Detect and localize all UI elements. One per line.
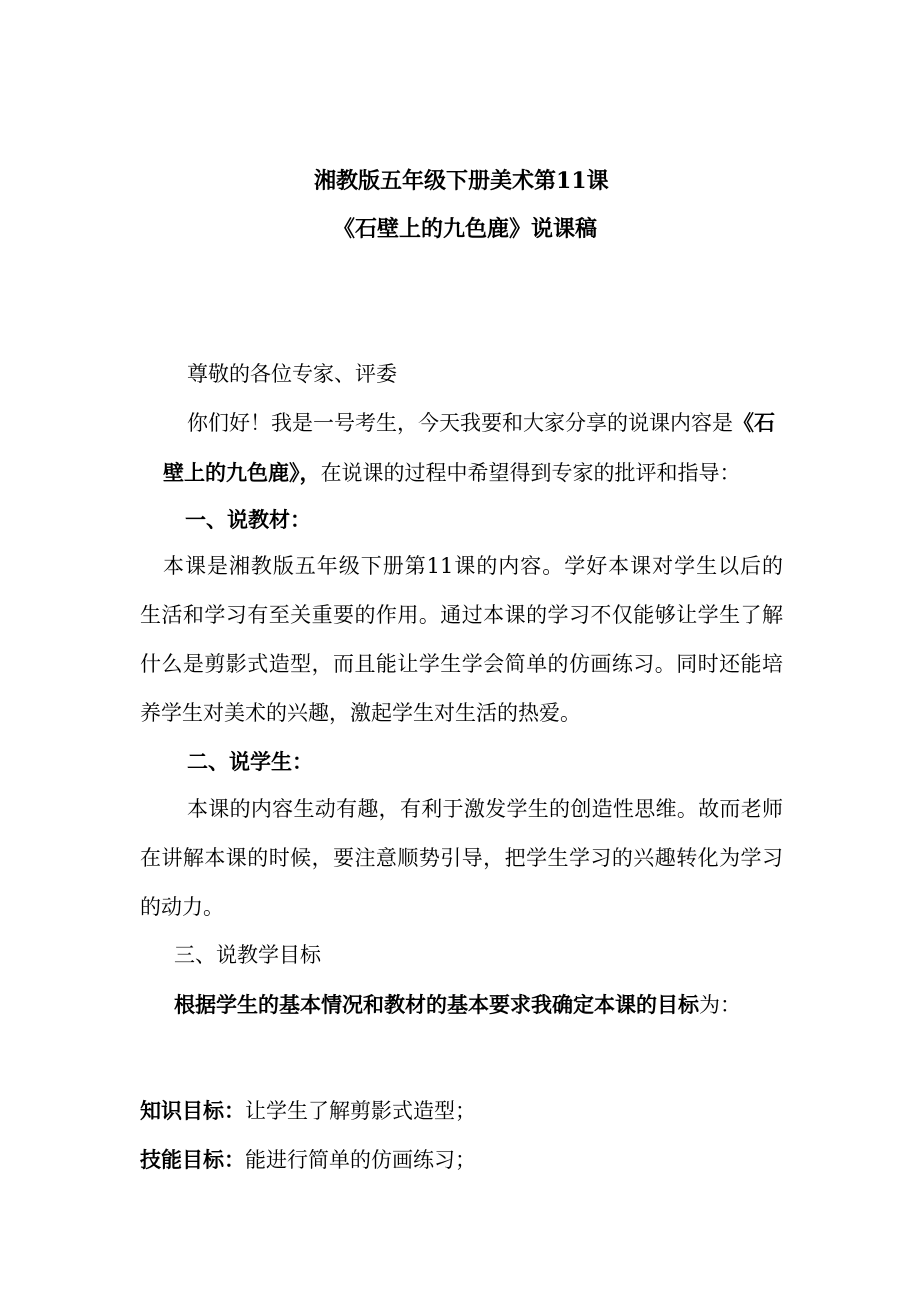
section1-line: 生活和学习有至关重要的作用。通过本课的学习不仅能够让学生了解 <box>140 603 783 627</box>
section2-heading: 二、说学生： <box>187 749 313 774</box>
intro-paragraph-line1 <box>187 412 783 434</box>
document-title-line2: 《石壁上的九色鹿》说课稿 <box>333 216 598 242</box>
section1-line: 本课是湘教版五年级下册第11课的内容。学好本课对学生以后的 <box>163 554 783 578</box>
intro-lesson-title-end: 壁上的九色鹿》， <box>163 460 321 485</box>
intro-lesson-title-start: 《石 <box>733 410 775 435</box>
goal-knowledge-label: 知识目标： <box>140 1098 245 1123</box>
intro-paragraph-line2 <box>163 462 741 484</box>
section1-line: 什么是剪影式造型，而且能让学生学会简单的仿画练习。同时还能培 <box>140 652 783 676</box>
document-title-line1: 湘教版五年级下册美术第11课 <box>314 168 609 194</box>
section3-intro-bold: 根据学生的基本情况和教材的基本要求我确定本课的目标 <box>174 992 699 1017</box>
section2-line: 的动力。 <box>140 895 224 919</box>
section3-intro-tail: 为： <box>699 993 741 1017</box>
greeting-text: 尊敬的各位专家、评委 <box>187 362 397 386</box>
goal-skill <box>140 1149 476 1171</box>
section2-line: 在讲解本课的时候，要注意顺势引导，把学生学习的兴趣转化为学习 <box>140 846 783 870</box>
goal-knowledge-text: 让学生了解剪影式造型； <box>245 1099 476 1123</box>
goal-skill-text: 能进行简单的仿画练习； <box>245 1148 476 1172</box>
intro-text-continued: 在说课的过程中希望得到专家的批评和指导： <box>320 461 741 485</box>
goal-skill-label: 技能目标： <box>140 1147 245 1172</box>
goal-knowledge <box>140 1100 476 1122</box>
section1-line: 养学生对美术的兴趣，激起学生对生活的热爱。 <box>140 701 581 725</box>
intro-text: 你们好！我是一号考生，今天我要和大家分享的说课内容是 <box>187 411 733 435</box>
section3-intro <box>174 994 741 1016</box>
section2-line: 本课的内容生动有趣，有利于激发学生的创造性思维。故而老师 <box>187 797 783 821</box>
section3-heading: 三、说教学目标 <box>174 943 321 967</box>
section1-heading: 一、说教材： <box>185 507 311 532</box>
